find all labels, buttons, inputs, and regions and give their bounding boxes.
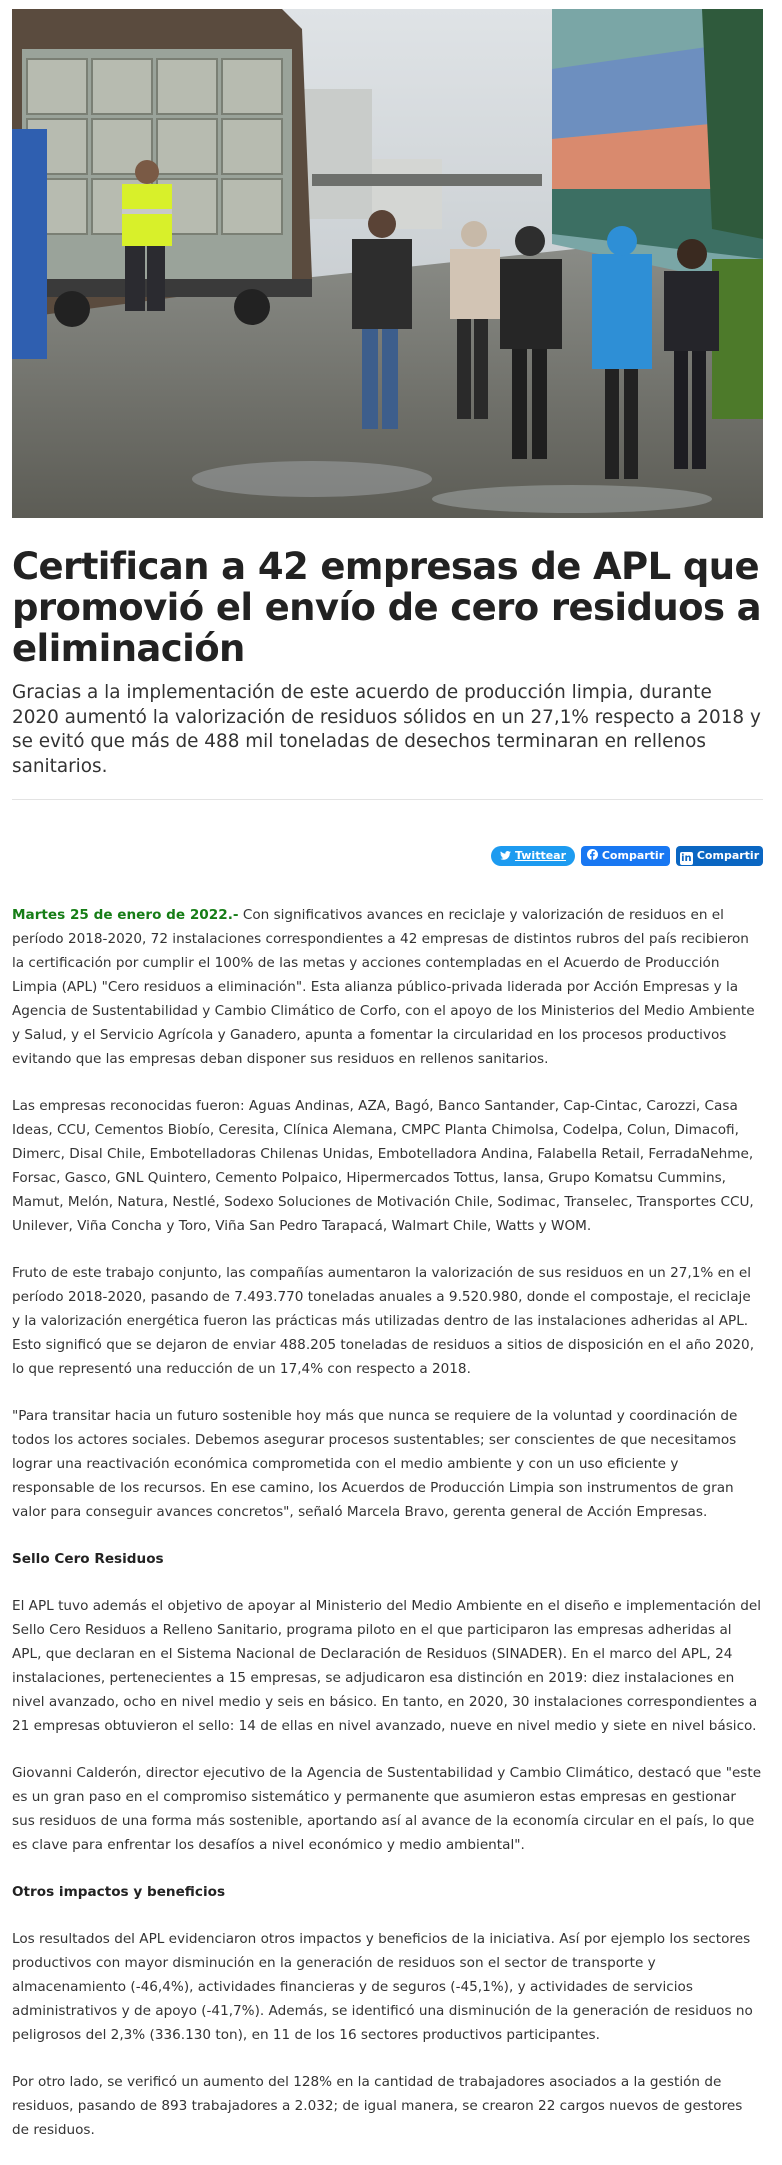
- paragraph-results: Fruto de este trabajo conjunto, las compañías aumentaron la valorización de sus residuos en un 27,1% en el período 2018-2020, pasando de 7.493.770 toneladas anuales a 9.520.980, donde el compostaje, el reciclaje y la valorización energética fueron las prácticas más utilizadas dentro de las instalaciones adheridas al APL. Esto significó que se dejaron de enviar 488.205 toneladas de residuos a sitios de disposición en el año 2020, lo que representó una reducción de un 17,4% con respecto a 2018.: [12, 1265, 755, 1377]
- facebook-icon: [587, 846, 598, 866]
- hero-photo-illustration: [12, 9, 763, 518]
- twitter-share-label: Twittear: [514, 849, 567, 862]
- subheading-sello: Sello Cero Residuos: [12, 1551, 164, 1567]
- article-date: Martes 25 de enero de 2022.-: [12, 907, 239, 923]
- article-lead: Gracias a la implementación de este acuerdo de producción limpia, durante 2020 aumentó la valorización de residuos sólidos en un 27,1% respecto a 2018 y se evitó que más de 488 mil toneladas de desechos terminaran en rellenos sanitarios.: [12, 682, 761, 777]
- twitter-share-button[interactable]: [491, 846, 575, 866]
- hero-photo: [12, 9, 763, 518]
- paragraph-impactos: Los resultados del APL evidenciaron otros impactos y beneficios de la iniciativa. Así por ejemplo los sectores productivos con mayor disminución en la generación de residuos son el sector de transporte y almacenamiento (-46,4%), actividades financieras y de seguros (-45,1%), y actividades de servicios administrativos y de apoyo (-41,7%). Además, se identificó una disminución de la generación de residuos no peligrosos del 2,3% (336.130 ton), en 11 de los 16 sectores productivos participantes.: [12, 1931, 753, 2043]
- paragraph-companies: Las empresas reconocidas fueron: Aguas Andinas, AZA, Bagó, Banco Santander, Cap-Cintac, Carozzi, Casa Ideas, CCU, Cementos Biobío, Ceresita, Clínica Alemana, CMPC Planta Chimolsa, Codelpa, Colun, Dimacofi, Dimerc, Disal Chile, Embotelladoras Chilenas Unidas, Embotelladora Andina, Falabella Retail, FerradaNehme, Forsac, Gasco, GNL Quintero, Cemento Polpaico, Hipermercados Tottus, Iansa, Grupo Komatsu Cummins, Mamut, Melón, Natura, Nestlé, Sodexo Soluciones de Motivación Chile, Sodimac, Transelec, Transportes CCU, Unilever, Viña Concha y Toro, Viña San Pedro Tarapacá, Walmart Chile, Watts y WOM.: [12, 1098, 754, 1234]
- paragraph-quote-bravo: "Para transitar hacia un futuro sostenible hoy más que nunca se requiere de la voluntad y coordinación de todos los actores sociales. Debemos asegurar procesos sustentables; ser conscientes de que necesitamos lograr una reactivación económica comprometida con el medio ambiente y con un uso eficiente y responsable de los recursos. En ese camino, los Acuerdos de Producción Limpia son instrumentos de gran valor para conseguir avances concretos", señaló Marcela Bravo, gerenta general de Acción Empresas.: [12, 1408, 738, 1520]
- linkedin-icon: in: [681, 853, 692, 864]
- article-container: [12, 9, 763, 2165]
- divider: [12, 799, 763, 800]
- paragraph-sello: El APL tuvo además el objetivo de apoyar al Ministerio del Medio Ambiente en el diseño e implementación del Sello Cero Residuos a Relleno Sanitario, programa piloto en el que participaron las empresas adheridas al APL, que declaran en el Sistema Nacional de Declaración de Residuos (SINADER). En el marco del APL, 24 instalaciones, pertenecientes a 15 empresas, se adjudicaron esa distinción en 2019: diez instalaciones en nivel avanzado, ocho en nivel medio y seis en básico. En tanto, en 2020, 30 instalaciones correspondientes a 21 empresas obtuvieron el sello: 14 de ellas en nivel avanzado, nueve en nivel medio y siete en nivel básico.: [12, 1598, 761, 1734]
- paragraph-intro: [12, 903, 763, 1071]
- article-body: [12, 903, 763, 2142]
- paragraph-quote-calderon: Giovanni Calderón, director ejecutivo de la Agencia de Sustentabilidad y Cambio Climático, destacó que "este es un gran paso en el compromiso sistemático y permanente que asumieron estas empresas en gestionar sus residuos de una forma más sostenible, aportando así al avance de la economía circular en el país, lo que es clave para enfrentar los desafíos a nivel económico y medio ambiental".: [12, 1765, 762, 1853]
- facebook-share-button[interactable]: [581, 846, 670, 866]
- twitter-bird-icon: [500, 846, 511, 866]
- paragraph-trabajadores: Por otro lado, se verificó un aumento del 128% en la cantidad de trabajadores asociados a la gestión de residuos, pasando de 893 trabajadores a 2.032; de igual manera, se crearon 22 cargos nuevos de gestores de residuos.: [12, 2074, 743, 2138]
- linkedin-share-button[interactable]: [676, 846, 763, 866]
- linkedin-share-label: Compartir: [696, 849, 760, 862]
- subheading-impactos: Otros impactos y beneficios: [12, 1884, 226, 1900]
- paragraph-intro-text: Con significativos avances en reciclaje y valorización de residuos en el período 2018-2020, 72 instalaciones correspondientes a 42 empresas de distintos rubros del país recibieron la certificación por cumplir el 100% de las metas y acciones contempladas en el Acuerdo de Producción Limpia (APL) "Cero residuos a eliminación". Esta alianza público-privada liderada por Acción Empresas y la Agencia de Sustentabilidad y Cambio Climático de Corfo, con el apoyo de los Ministerios del Medio Ambiente y Salud, y el Servicio Agrícola y Ganadero, apunta a fomentar la circularidad en los procesos productivos evitando que las empresas deban disponer sus residuos en rellenos sanitarios.: [12, 907, 755, 1067]
- share-bar: [12, 846, 763, 868]
- article-title: Certifican a 42 empresas de APL que promovió el envío de cero residuos a eliminación: [12, 545, 762, 670]
- facebook-share-label: Compartir: [601, 849, 665, 862]
